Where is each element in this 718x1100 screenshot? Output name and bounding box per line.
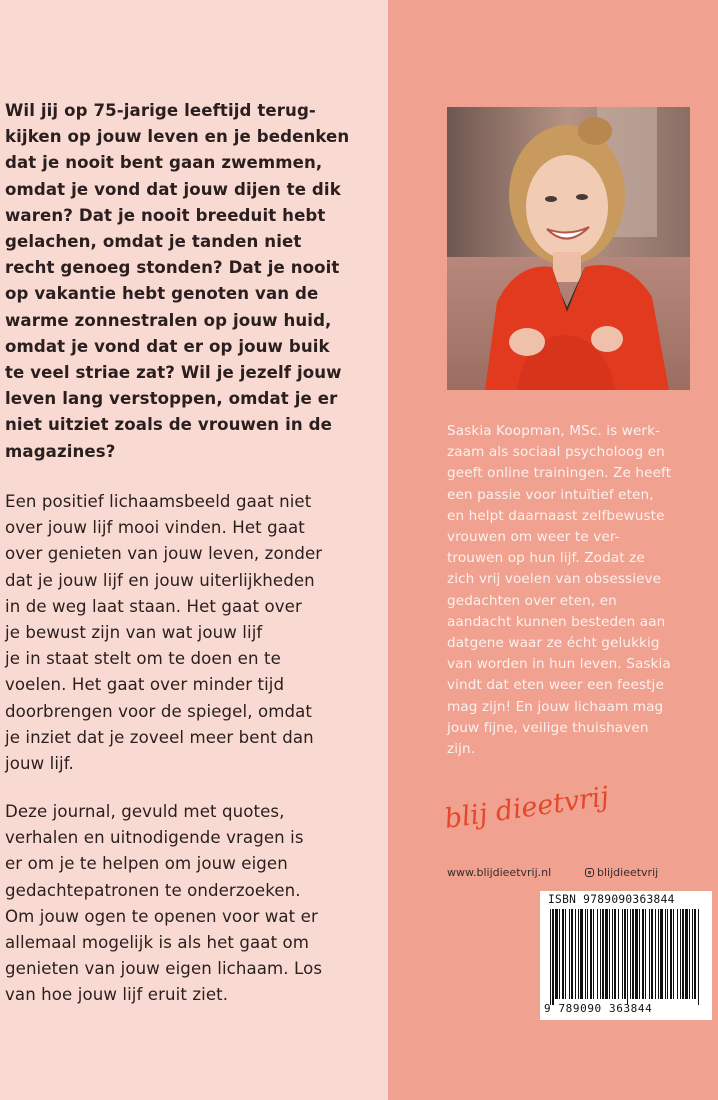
barcode-bar [658, 909, 659, 999]
barcode-bar [685, 909, 688, 999]
website-link[interactable]: www.blijdieetvrij.nl [447, 866, 552, 879]
instagram-icon [585, 868, 594, 877]
barcode-bar [590, 909, 592, 999]
body-line: voelen. Het gaat over minder tijd [5, 675, 285, 695]
body-line: gedachtepatronen te onderzoeken. [5, 880, 301, 900]
bio-line: jouw fijne, veilige thuishaven [447, 719, 649, 736]
barcode-bar [677, 909, 678, 999]
logo-text: blij dieetvrij [444, 784, 611, 835]
bio-line: een passie voor intuïtief eten, [447, 486, 654, 503]
intro-line: magazines? [5, 441, 116, 461]
intro-line: gelachen, omdat je tanden niet [5, 232, 302, 252]
intro-line: recht genoeg stonden? Dat je nooit [5, 258, 340, 278]
bio-line: van worden in hun leven. Saskia [447, 656, 671, 673]
intro-line: kijken op jouw leven en je bedenken [5, 127, 350, 147]
barcode-bar [593, 909, 594, 999]
barcode-bar [627, 909, 628, 1005]
brand-logo [444, 784, 614, 848]
barcode-bars [540, 891, 712, 1020]
isbn-barcode [540, 891, 712, 1020]
barcode-bar [562, 909, 564, 999]
intro-line: warme zonnestralen op jouw huid, [5, 310, 332, 330]
barcode-bar [605, 909, 608, 999]
body-line: je in staat stelt om te doen en te [5, 649, 281, 669]
barcode-bar [571, 909, 573, 999]
barcode-bar [580, 909, 583, 999]
barcode-bar [655, 909, 656, 999]
bio-line: mag zijn! En jouw lichaam mag [447, 698, 664, 715]
barcode-bar [651, 909, 653, 999]
barcode-bar [635, 909, 638, 999]
bio-line: zaam als sociaal psycholoog en [447, 444, 665, 461]
bio-line: gedachten over eten, en [447, 592, 617, 609]
barcode-bar [665, 909, 666, 999]
barcode-bar [552, 909, 554, 1005]
body-line: jouw lijf. [5, 754, 74, 774]
intro-line: Wil jij op 75-jarige leeftijd terug- [5, 101, 316, 120]
bio-line: datgene waar ze écht gelukkig [447, 635, 660, 652]
body-line: doorbrengen voor de spiegel, omdat [5, 701, 312, 721]
bio-line: zich vrij voelen van obsessieve [447, 571, 662, 588]
barcode-bar [578, 909, 579, 999]
body-line: over genieten van jouw leven, zonder [5, 544, 323, 564]
barcode-bar [609, 909, 610, 999]
barcode-bar [670, 909, 672, 999]
bio-line: geeft online trainingen. Ze heeft [447, 465, 672, 482]
body-line: je bewust zijn van wat jouw lijf [5, 623, 263, 643]
body-line: in de weg laat staan. Het gaat over [5, 596, 302, 616]
isbn-label: ISBN 9789090363844 [548, 893, 675, 906]
barcode-bar [639, 909, 640, 999]
author-photo [447, 107, 690, 390]
barcode-bar [587, 909, 588, 999]
barcode-bar [660, 909, 663, 999]
intro-paragraph [5, 98, 365, 465]
intro-line: omdat je vond dat jouw dijen te dik [5, 179, 341, 199]
body-line: over jouw lijf mooi vinden. Het gaat [5, 518, 305, 538]
barcode-bar [692, 909, 693, 999]
body-line: Om jouw ogen te openen voor wat er [5, 906, 318, 926]
bio-line: trouwen op hun lijf. Zodat ze [447, 550, 645, 567]
bio-line: zijn. [447, 741, 476, 758]
barcode-bar [673, 909, 674, 999]
barcode-bar [585, 909, 586, 999]
barcode-bar [682, 909, 684, 999]
barcode-bar [597, 909, 598, 999]
bio-line: vrouwen om weer te ver- [447, 529, 620, 546]
barcode-bar [689, 909, 690, 999]
intro-line: omdat je vond dat er op jouw buik [5, 336, 330, 356]
bio-line: Saskia Koopman, MSc. is werk- [447, 423, 661, 439]
body-line: Deze journal, gevuld met quotes, [5, 802, 285, 821]
barcode-bar [667, 909, 668, 999]
intro-line: te veel striae zat? Wil je jezelf jouw [5, 363, 342, 383]
body-line: allemaal mogelijk is als het gaat om [5, 933, 310, 953]
barcode-bar [559, 909, 560, 999]
body-paragraph-2 [5, 489, 365, 777]
body-line: van hoe jouw lijf eruit ziet. [5, 985, 229, 1005]
body-line: dat je jouw lijf en jouw uiterlijkheden [5, 570, 315, 590]
barcode-bar [565, 909, 566, 999]
barcode-bar [614, 909, 616, 999]
body-line: genieten van jouw eigen lichaam. Los [5, 959, 323, 979]
bio-line: aandacht kunnen besteden aan [447, 613, 666, 630]
intro-line: leven lang verstoppen, omdat je er [5, 389, 338, 409]
intro-line: dat je nooit bent gaan zwemmen, [5, 153, 323, 173]
instagram-handle[interactable] [585, 866, 658, 879]
body-line: Een positief lichaamsbeeld gaat niet [5, 492, 312, 511]
barcode-bar [680, 909, 681, 999]
barcode-bar [649, 909, 650, 999]
body-line: er om je te helpen om jouw eigen [5, 854, 288, 874]
instagram-handle-text: blijdieetvrij [597, 866, 659, 879]
barcode-bar [698, 909, 699, 1005]
bio-line: vindt dat eten weer een feestje [447, 677, 664, 694]
barcode-bar [555, 909, 558, 999]
barcode-bar [600, 909, 601, 999]
barcode-bar [550, 909, 551, 1005]
barcode-bar [642, 909, 644, 999]
barcode-bar [612, 909, 613, 999]
barcode-bar [694, 909, 696, 999]
barcode-bar [622, 909, 623, 999]
barcode-bar [618, 909, 619, 999]
body-line: verhalen en uitnodigende vragen is [5, 828, 304, 848]
barcode-bar [602, 909, 604, 999]
barcode-bar [632, 909, 634, 999]
bio-line: en helpt daarnaast zelfbewuste [447, 507, 665, 524]
intro-line: niet uitziet zoals de vrouwen in de [5, 415, 333, 435]
intro-line: op vakantie hebt genoten van de [5, 284, 319, 304]
barcode-digits: 9 789090 363844 [544, 1002, 653, 1015]
barcode-bar [630, 909, 631, 999]
barcode-bar [624, 909, 626, 999]
barcode-bar [575, 909, 576, 999]
body-line: je inziet dat je zoveel meer bent dan [5, 727, 314, 747]
body-paragraph-3 [5, 799, 365, 1009]
author-bio [447, 421, 697, 760]
intro-line: waren? Dat je nooit breeduit hebt [5, 205, 326, 225]
barcode-bar [645, 909, 646, 999]
barcode-bar [569, 909, 570, 999]
